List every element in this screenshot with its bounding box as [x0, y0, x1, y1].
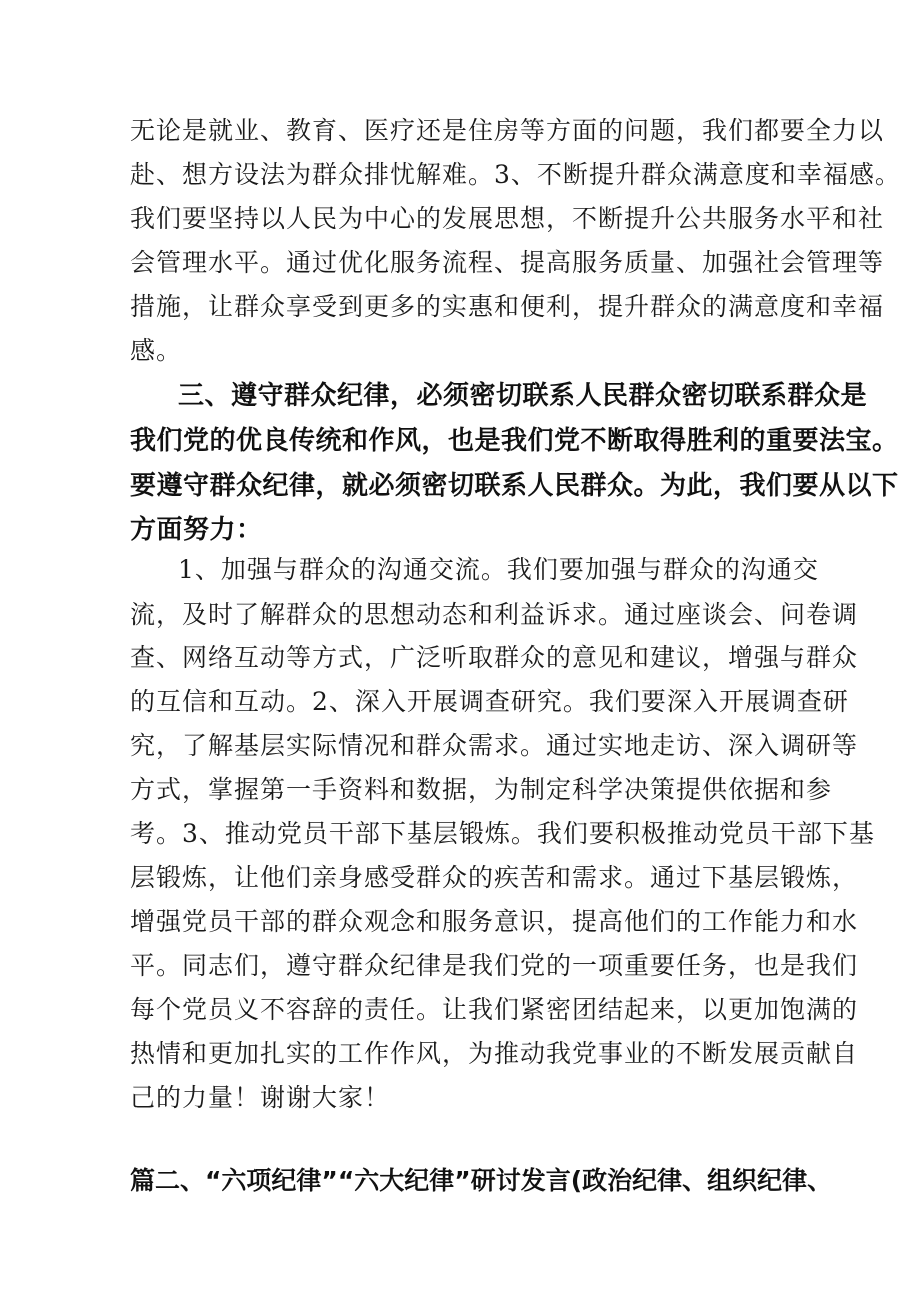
- section-3-line-1: 三、遵守群众纪律，必须密切联系人民群众密切联系群众是: [178, 381, 868, 411]
- paragraph-2-line-1: 1、加强与群众的沟通交流。我们要加强与群众的沟通交: [178, 555, 819, 584]
- paragraph-2-line-5: 究，了解基层实际情况和群众需求。通过实地走访、深入调研等: [130, 731, 859, 760]
- paragraph-2-line-3: 查、网络互动等方式，广泛听取群众的意见和建议，增强与群众: [130, 643, 859, 672]
- paragraph-2-line-13: 己的力量！谢谢大家！: [130, 1083, 391, 1112]
- paragraph-2-line-6: 方式，掌握第一手资料和数据，为制定科学决策提供依据和参: [130, 775, 833, 804]
- paragraph-2-line-12: 热情和更加扎实的工作作风，为推动我党事业的不断发展贡献自: [130, 1039, 859, 1068]
- paragraph-2-line-9: 增强党员干部的群众观念和服务意识，提高他们的工作能力和水: [130, 907, 859, 936]
- paragraph-2-line-8: 层锻炼，让他们亲身感受群众的疾苦和需求。通过下基层锻炼，: [130, 863, 859, 892]
- paragraph-2-line-10: 平。同志们，遵守群众纪律是我们党的一项重要任务，也是我们: [130, 951, 859, 980]
- paragraph-1-line-3: 我们要坚持以人民为中心的发展思想，不断提升公共服务水平和社: [130, 204, 885, 233]
- paragraph-1-line-4: 会管理水平。通过优化服务流程、提高服务质量、加强社会管理等: [130, 248, 885, 277]
- paragraph-1-line-2: 赴、想方设法为群众排忧解难。3、不断提升群众满意度和幸福感。: [130, 160, 901, 189]
- paragraph-1-line-1: 无论是就业、教育、医疗还是住房等方面的问题，我们都要全力以: [130, 116, 885, 145]
- section-3-line-4: 方面努力：: [130, 515, 263, 545]
- paragraph-2-line-11: 每个党员义不容辞的责任。让我们紧密团结起来，以更加饱满的: [130, 995, 859, 1024]
- paragraph-1-line-5: 措施，让群众享受到更多的实惠和便利，提升群众的满意度和幸福: [130, 292, 885, 321]
- paragraph-2-line-4: 的互信和互动。2、深入开展调查研究。我们要深入开展调查研: [130, 687, 849, 716]
- paragraph-1-line-6: 感。: [130, 336, 183, 365]
- section-3-line-2: 我们党的优良传统和作风，也是我们党不断取得胜利的重要法宝。: [130, 426, 899, 456]
- paragraph-2-line-2: 流，及时了解群众的思想动态和利益诉求。通过座谈会、问卷调: [130, 600, 859, 629]
- article-2-heading: 篇二、“六项纪律”“六大纪律”研讨发言(政治纪律、组织纪律、: [130, 1166, 833, 1195]
- section-3-line-3: 要遵守群众纪律，就必须密切联系人民群众。为此，我们要从以下: [130, 471, 899, 501]
- paragraph-2-line-7: 考。3、推动党员干部下基层锻炼。我们要积极推动党员干部下基: [130, 819, 875, 848]
